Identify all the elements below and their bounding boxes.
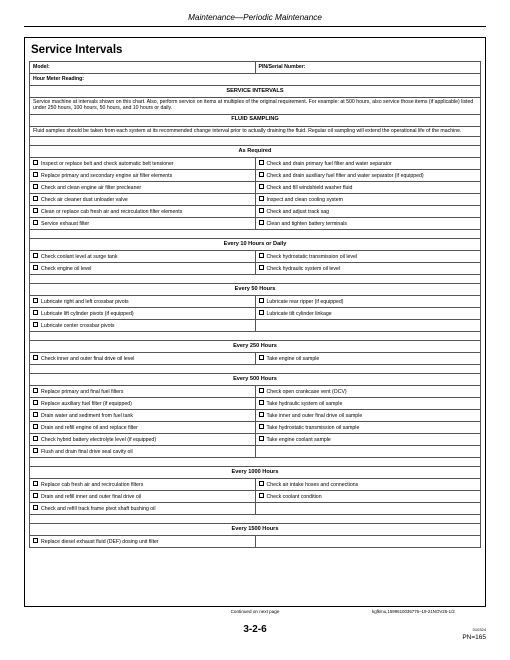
checklist-item-label: Drain water and sediment from fuel tank <box>41 412 133 419</box>
checklist-row <box>30 479 481 491</box>
checkbox-icon[interactable] <box>259 388 264 393</box>
model-field[interactable]: Model: <box>30 62 256 74</box>
checklist-cell <box>30 251 256 263</box>
checklist-cell <box>30 263 256 275</box>
checklist-cell <box>255 434 481 446</box>
checklist-item-label: Check coolant condition <box>266 493 322 500</box>
checklist-cell <box>30 479 256 491</box>
checklist-row <box>30 170 481 182</box>
checklist-cell <box>30 386 256 398</box>
checklist-cell <box>30 206 256 218</box>
checkbox-icon[interactable] <box>33 160 38 165</box>
checkbox-icon[interactable] <box>259 208 264 213</box>
checkbox-icon[interactable] <box>259 493 264 498</box>
checklist-cell <box>255 446 481 458</box>
checklist-item-label: Check coolant level at surge tank <box>41 253 118 260</box>
service-intervals-text: Service machine at intervals shown on this chart. Also, perform service on items at multiples of the original requirement. For example: at 500 hours, also service those items (if applicable) listed under 250 hours, 100 hours, 50 hours, and 10 hours or daily. <box>30 98 481 115</box>
checkbox-icon[interactable] <box>33 538 38 543</box>
section-title: Every 10 Hours or Daily <box>30 239 481 251</box>
section-title: As Required <box>30 146 481 158</box>
checklist-row <box>30 320 481 332</box>
header-rule <box>24 26 486 27</box>
checklist-item-label: Drain and refill inner and outer final drive oil <box>41 493 142 500</box>
checklist-item-label: Check hydraulic system oil level <box>266 265 341 272</box>
doc-code: kgfkmu,1599610035776–19-21NOV25-1/2 <box>372 609 455 614</box>
checklist-cell <box>255 320 481 332</box>
service-intervals-heading: SERVICE INTERVALS <box>30 86 481 98</box>
pn-number: PN=165 <box>462 634 486 641</box>
section-spacer <box>30 332 481 341</box>
checklist-item-label: Lubricate lift cylinder pivots (if equipped) <box>41 310 134 317</box>
checkbox-icon[interactable] <box>259 310 264 315</box>
checklist-item-label: Take hydrostatic transmission oil sample <box>266 424 360 431</box>
checklist-item-label: Check hybrid battery electrolyte level (if equipped) <box>41 436 157 443</box>
section-title: Every 500 Hours <box>30 374 481 386</box>
checklist-item-label: Lubricate tilt cylinder linkage <box>266 310 332 317</box>
checklist-row <box>30 296 481 308</box>
checklist-item-label: Check and clean engine air filter precleaner <box>41 184 142 191</box>
checklist-cell <box>255 194 481 206</box>
section-heading-row <box>30 341 481 353</box>
checklist-row <box>30 422 481 434</box>
checklist-item-label: Take hydraulic system oil sample <box>266 400 343 407</box>
checklist-cell <box>30 536 256 548</box>
checklist-item-label: Check and fill windshield washer fluid <box>266 184 353 191</box>
checklist-cell <box>255 296 481 308</box>
checklist-item-label: Check and drain primary fuel filter and water separator <box>266 160 392 167</box>
checklist-item-label: Replace primary and final fuel filters <box>41 388 124 395</box>
checkbox-icon[interactable] <box>259 265 264 270</box>
checklist-cell <box>30 182 256 194</box>
checklist-cell <box>30 218 256 230</box>
checklist-row <box>30 206 481 218</box>
checklist-item-label: Check hydrostatic transmission oil level <box>266 253 358 260</box>
checklist-row <box>30 218 481 230</box>
checklist-cell <box>255 170 481 182</box>
checkbox-icon[interactable] <box>259 355 264 360</box>
section-spacer <box>30 365 481 374</box>
checklist-item-label: Check inner and outer final drive oil level <box>41 355 135 362</box>
section-heading-row <box>30 467 481 479</box>
checklist-item-label: Check and refill track frame pivot shaft bushing oil <box>41 505 156 512</box>
spacer-cell <box>30 332 481 341</box>
fluid-sampling-text: Fluid samples should be taken from each system at its recommended change interval prior to actually draining the fluid. Regular oil sampling will extend the operational life of the machine. <box>30 126 481 137</box>
checklist-item-label: Take inner and outer final drive oil sample <box>266 412 363 419</box>
section-title: Every 50 Hours <box>30 284 481 296</box>
continued-note: Continued on next page <box>230 609 280 614</box>
section-heading-row <box>30 239 481 251</box>
checklist-row <box>30 434 481 446</box>
checklist-cell <box>255 308 481 320</box>
spacer-cell <box>30 365 481 374</box>
checkbox-icon[interactable] <box>33 493 38 498</box>
checklist-cell <box>255 218 481 230</box>
checkbox-icon[interactable] <box>259 481 264 486</box>
checklist-item-label: Take engine oil sample <box>266 355 320 362</box>
checklist-cell <box>30 320 256 332</box>
checkbox-icon[interactable] <box>33 298 38 303</box>
checklist-item-label: Flush and drain final drive seal cavity oil <box>41 448 133 455</box>
checklist-cell <box>30 170 256 182</box>
checklist-item-label: Check and drain auxiliary fuel filter and water separator (if equipped) <box>266 172 424 179</box>
checklist-row <box>30 263 481 275</box>
checklist-cell <box>255 206 481 218</box>
checkbox-icon[interactable] <box>259 220 264 225</box>
checklist-cell <box>255 158 481 170</box>
checklist-row <box>30 353 481 365</box>
checkbox-icon[interactable] <box>33 481 38 486</box>
checklist-row <box>30 536 481 548</box>
checkbox-icon[interactable] <box>259 400 264 405</box>
section-title: Every 1500 Hours <box>30 524 481 536</box>
checkbox-icon[interactable] <box>259 160 264 165</box>
checkbox-icon[interactable] <box>33 412 38 417</box>
date-code: 010324 <box>472 627 486 632</box>
checkbox-icon[interactable] <box>33 184 38 189</box>
checkbox-icon[interactable] <box>33 310 38 315</box>
checkbox-icon[interactable] <box>33 388 38 393</box>
checklist-cell <box>30 308 256 320</box>
checklist-row <box>30 503 481 515</box>
checklist-cell <box>30 434 256 446</box>
checklist-item-label: Inspect or replace belt and check automatic belt tensioner <box>41 160 174 167</box>
checkbox-icon[interactable] <box>259 172 264 177</box>
section-spacer <box>30 230 481 239</box>
service-intervals-form <box>24 37 486 607</box>
checklist-row <box>30 194 481 206</box>
checkbox-icon[interactable] <box>259 253 264 258</box>
checklist-item-label: Lubricate right and left crossbar pivots <box>41 298 129 305</box>
checkbox-icon[interactable] <box>33 505 38 510</box>
checkbox-icon[interactable] <box>33 400 38 405</box>
checklist-cell <box>255 182 481 194</box>
spacer-cell <box>30 515 481 524</box>
checklist-row <box>30 446 481 458</box>
checklist-cell <box>30 422 256 434</box>
checklist-row <box>30 182 481 194</box>
checklist-item-label: Check air cleaner dust unloader valve <box>41 196 128 203</box>
checkbox-icon[interactable] <box>259 412 264 417</box>
section-heading-row <box>30 284 481 296</box>
checklist-cell <box>255 263 481 275</box>
checkbox-icon[interactable] <box>33 436 38 441</box>
checklist-cell <box>30 410 256 422</box>
checklist-item-label: Lubricate center crossbar pivots <box>41 322 115 329</box>
checkbox-icon[interactable] <box>259 424 264 429</box>
section-title: Every 250 Hours <box>30 341 481 353</box>
spacer-cell <box>30 137 481 146</box>
checklist-item-label: Replace cab fresh air and recirculation filters <box>41 481 144 488</box>
checklist-cell <box>255 386 481 398</box>
checklist-item-label: Clean or replace cab fresh air and recirculation filter elements <box>41 208 183 215</box>
checkbox-icon[interactable] <box>33 265 38 270</box>
checklist-item-label: Check air intake hoses and connections <box>266 481 359 488</box>
fluid-sampling-heading: FLUID SAMPLING <box>30 114 481 126</box>
section-title: Every 1000 Hours <box>30 467 481 479</box>
section-spacer <box>30 458 481 467</box>
checklist-cell <box>255 503 481 515</box>
checklist-item-label: Service exhaust filter <box>41 220 90 227</box>
checklist-cell <box>30 194 256 206</box>
checklist-row <box>30 398 481 410</box>
service-table <box>29 61 481 548</box>
checklist-cell <box>255 479 481 491</box>
checkbox-icon[interactable] <box>33 253 38 258</box>
section-heading-row <box>30 524 481 536</box>
checkbox-icon[interactable] <box>33 448 38 453</box>
checklist-cell <box>30 398 256 410</box>
checkbox-icon[interactable] <box>33 424 38 429</box>
spacer-cell <box>30 458 481 467</box>
checklist-item-label: Clean and tighten battery terminals <box>266 220 347 227</box>
checklist-cell <box>255 353 481 365</box>
checklist-cell <box>30 503 256 515</box>
checklist-item-label: Check and adjust track sag <box>266 208 330 215</box>
spacer-cell <box>30 275 481 284</box>
checklist-cell <box>255 536 481 548</box>
checkbox-icon[interactable] <box>259 184 264 189</box>
checkbox-icon[interactable] <box>33 208 38 213</box>
checkbox-icon[interactable] <box>259 196 264 201</box>
serial-field[interactable]: PIN/Serial Number: <box>255 62 481 74</box>
checklist-cell <box>255 398 481 410</box>
checklist-cell <box>30 491 256 503</box>
checklist-cell <box>30 353 256 365</box>
checklist-item-label: Lubricate rear ripper (if equipped) <box>266 298 344 305</box>
section-heading-row <box>30 146 481 158</box>
checklist-cell <box>30 158 256 170</box>
checkbox-icon[interactable] <box>33 220 38 225</box>
checklist-item-label: Replace diesel exhaust fluid (DEF) dosing unit filter <box>41 538 159 545</box>
checklist-item-label: Check engine oil level <box>41 265 92 272</box>
checklist-row <box>30 491 481 503</box>
checklist-row <box>30 158 481 170</box>
section-spacer <box>30 515 481 524</box>
checklist-item-label: Replace auxiliary fuel filter (if equipped) <box>41 400 132 407</box>
section-spacer <box>30 275 481 284</box>
checklist-item-label: Drain and refill engine oil and replace filter <box>41 424 138 431</box>
checklist-cell <box>255 491 481 503</box>
checklist-cell <box>255 251 481 263</box>
spacer-cell <box>30 230 481 239</box>
checkbox-icon[interactable] <box>259 298 264 303</box>
checklist-cell <box>30 296 256 308</box>
hour-meter-field[interactable]: Hour Meter Reading: <box>30 74 481 86</box>
checklist-row <box>30 308 481 320</box>
form-title: Service Intervals <box>31 44 123 56</box>
checklist-cell <box>255 410 481 422</box>
checklist-item-label: Inspect and clean cooling system <box>266 196 343 203</box>
checkbox-icon[interactable] <box>33 196 38 201</box>
checkbox-icon[interactable] <box>33 172 38 177</box>
checklist-item-label: Take engine coolant sample <box>266 436 331 443</box>
checklist-row <box>30 410 481 422</box>
page-header: Maintenance—Periodic Maintenance <box>188 13 322 22</box>
checklist-cell <box>30 446 256 458</box>
checklist-item-label: Check open crankcase vent (OCV) <box>266 388 347 395</box>
checkbox-icon[interactable] <box>33 355 38 360</box>
checklist-item-label: Replace primary and secondary engine air filter elements <box>41 172 173 179</box>
page-number: 3-2-6 <box>243 624 267 635</box>
section-heading-row <box>30 374 481 386</box>
checkbox-icon[interactable] <box>33 322 38 327</box>
section-spacer <box>30 137 481 146</box>
checklist-row <box>30 386 481 398</box>
checklist-cell <box>255 422 481 434</box>
checkbox-icon[interactable] <box>259 436 264 441</box>
checklist-row <box>30 251 481 263</box>
